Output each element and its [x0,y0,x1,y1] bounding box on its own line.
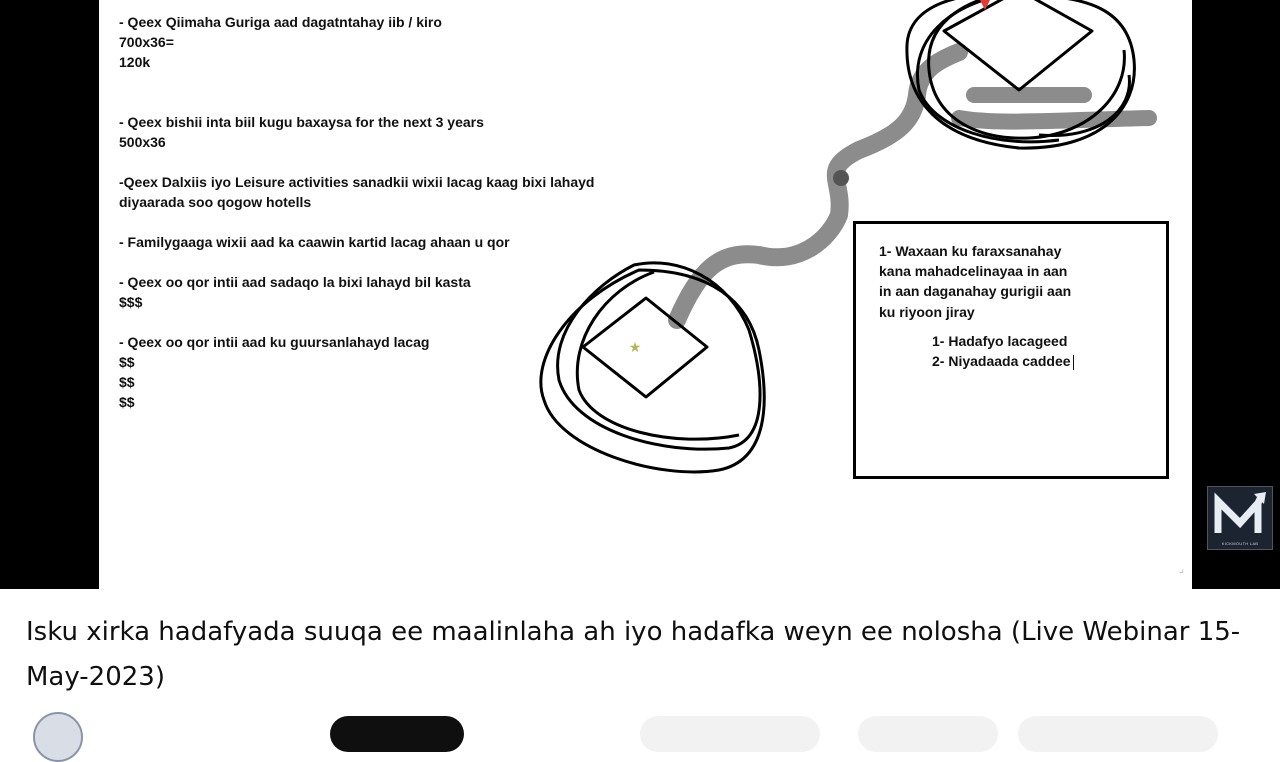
video-title: Isku xirka hadafyada suuqa ee maalinlaha ah iyo hadafka weyn ee nolosha (Live Webinar 15-May-2023) [26,617,1241,692]
textbox-line: kana mahadcelinayaa in aan [879,263,1068,279]
star-marker: ★ [628,340,642,356]
note-line: $$ [119,354,135,370]
subscribe-button[interactable] [330,716,464,752]
note-line: $$$ [119,294,143,310]
note-line: - Familygaaga wixii aad ka caawin kartid lacag ahaan u qor [119,234,510,250]
notes-text [119,12,679,412]
logo-caption: KICKMOUTH LAB [1221,541,1259,546]
note-line: - Qeex oo qor intii aad ku guursanlahayd lacag [119,334,430,350]
note-line: diyaarada soo qogow hotells [119,194,312,210]
channel-row [0,706,1280,720]
like-dislike-button[interactable] [640,716,820,752]
goal-textbox[interactable] [853,221,1169,479]
note-line: 700x36= [119,34,174,50]
textbox-subline-with-cursor [932,353,1074,370]
gray-dot [833,170,849,186]
textbox-line: ku riyoon jiray [879,304,975,320]
note-line: $$ [119,374,135,390]
note-line: 120k [119,54,151,70]
channel-logo [1207,486,1273,550]
download-button[interactable] [1018,716,1218,752]
text-cursor [1073,355,1074,370]
m-logo-icon [1208,489,1272,541]
share-button[interactable] [858,716,998,752]
note-line: $$ [119,394,135,410]
note-line: - Qeex bishii inta biil kugu baxaysa for the next 3 years [119,114,484,130]
gray-path-underline-2 [959,118,1149,122]
note-line: - Qeex oo qor intii aad sadaqo la bixi lahayd bil kasta [119,274,471,290]
note-line: - Qeex Qiimaha Guriga aad dagatntahay iib / kiro [119,14,442,30]
textbox-line: 1- Waxaan ku faraxsanahay [879,243,1062,259]
textbox-subline: 1- Hadafyo lacageed [932,333,1068,349]
note-line: -Qeex Dalxiis iyo Leisure activities sanadkii wixii lacag kaag bixi lahayd [119,174,595,190]
textbox-line: in aan daganahay gurigii aan [879,283,1072,299]
textbox-subline: 2- Niyadaada caddee [932,353,1071,369]
resize-corner-icon[interactable]: ⌟ [1179,563,1185,575]
whiteboard-canvas [99,0,1192,589]
note-line: 500x36 [119,134,166,150]
